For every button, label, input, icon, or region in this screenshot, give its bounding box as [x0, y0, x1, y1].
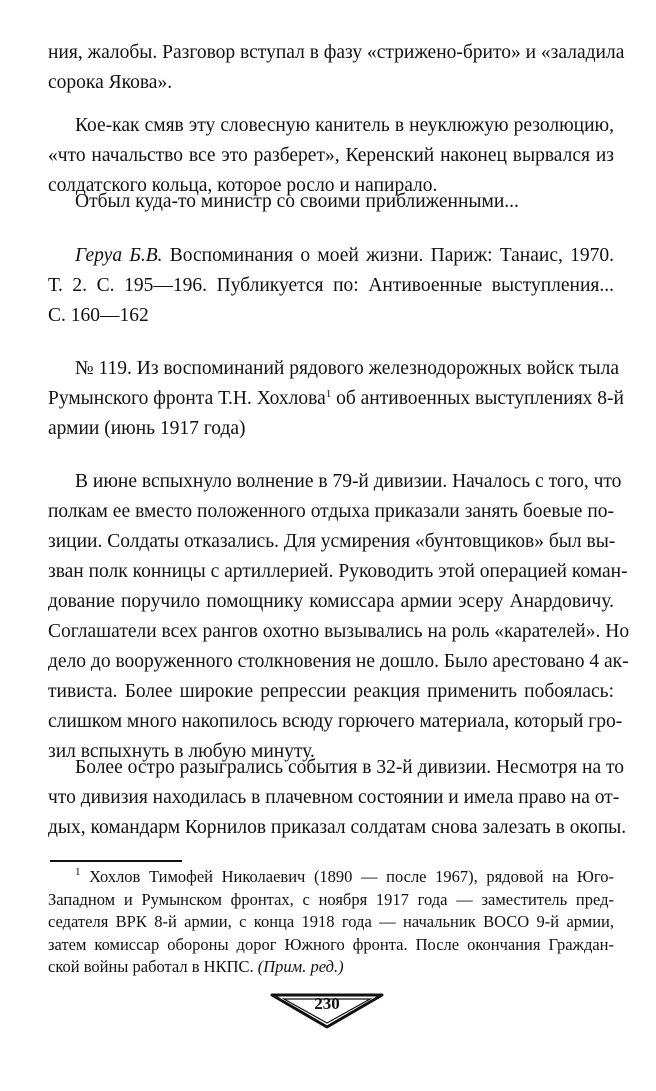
heading-text: Румынского фронта Т.Н. Хохлова — [48, 388, 326, 409]
heading-line — [48, 384, 624, 414]
text-line: тивиста. Более широкие репрессии реакция применить побоялась: — [48, 681, 614, 702]
footnote-line — [48, 956, 614, 979]
text-line: слишком много накопилось всюду горючего материала, который гро- — [48, 711, 623, 732]
text-line: что дивизия находилась в плачевном состоянии и имела право на от- — [48, 787, 620, 808]
footnote-text: Хохлов Тимофей Николаевич (1890 — после 1967), рядовой на Юго- — [80, 867, 614, 886]
citation-title: Воспоминания о моей жизни. Париж: Танаис, 1970. — [162, 245, 614, 266]
text-line: Более остро разыгрались события в 32-й дивизии. Несмотря на то — [75, 757, 624, 778]
editor-note: (Прим. ред.) — [257, 957, 344, 976]
citation-line — [48, 241, 614, 271]
text-line: солдатского кольца, которое росло и напирало. — [48, 175, 438, 196]
paragraph-departure — [48, 187, 614, 217]
text-line: Отбыл куда-то министр со своими приближенными... — [75, 191, 519, 212]
paragraph-continuation — [48, 38, 625, 98]
footnote-divider — [50, 860, 182, 862]
footnote — [48, 866, 614, 979]
text-line: Соглашатели всех рангов охотно вызывались на роль «карателей». Но — [48, 621, 630, 642]
footnote-text: ской войны работал в НКПС. — [48, 957, 258, 976]
footnote-reference: 1 — [325, 388, 332, 400]
footnote-line: седателя ВРК 8-й армии, с конца 1918 года — начальник ВОСО 9-й армии, — [48, 912, 614, 931]
text-line: зиции. Солдаты отказались. Для усмирения «бунтовщиков» был вы- — [48, 531, 616, 552]
footnote-line: затем комиссар обороны дорог Южного фронта. После окончания Граждан- — [48, 934, 614, 954]
text-line: зван полк конницы с артиллерией. Руководить этой операцией коман- — [48, 561, 628, 582]
heading-line: № 119. Из воспоминаний рядового железнодорожных войск тыла — [75, 358, 620, 379]
paragraph-32nd-division — [48, 753, 627, 843]
footnote-line — [48, 866, 614, 889]
text-line: В июне вспыхнуло волнение в 79-й дивизии. Началось с того, что — [75, 471, 622, 492]
text-line: «что начальство все это разберет», Керенский наконец вырвался из — [48, 145, 614, 166]
citation-line: С. 160—162 — [48, 305, 149, 326]
citation-line: Т. 2. С. 195—196. Публикуется по: Антивоенные выступления... — [48, 275, 614, 296]
source-citation — [48, 241, 614, 331]
document-heading — [48, 354, 624, 444]
text-line: дело до вооруженного столкновения не дошло. Было арестовано 4 ак- — [48, 651, 629, 672]
footnote-marker: 1 — [75, 866, 81, 878]
text-line: полкам ее вместо положенного отдыха приказали занять боевые по- — [48, 501, 614, 522]
heading-line: армии (июнь 1917 года) — [48, 418, 246, 439]
paragraph-79th-division — [48, 467, 630, 767]
text-line: сорока Якова». — [48, 72, 173, 93]
footnote-line: Западном и Румынском фронтах, с ноября 1917 года — заместитель пред- — [48, 889, 614, 909]
page-number-ornament — [270, 992, 384, 1030]
text-line: ния, жалобы. Разговор вступал в фазу «стрижено-брито» и «заладила — [48, 42, 625, 63]
text-line: дых, командарм Корнилов приказал солдатам снова залезать в окопы. — [48, 817, 627, 838]
heading-text: об антивоенных выступлениях 8-й — [331, 388, 624, 409]
text-line: дование поручило помощнику комиссара армии эсеру Анардовичу. — [48, 591, 614, 612]
text-line: Кое-как смяв эту словесную канитель в неуклюжую резолюцию, — [75, 115, 614, 136]
citation-author: Геруа Б.В. — [75, 245, 163, 266]
text-line: зил вспыхнуть в любую минуту. — [48, 741, 315, 762]
page-number: 230 — [314, 994, 340, 1013]
